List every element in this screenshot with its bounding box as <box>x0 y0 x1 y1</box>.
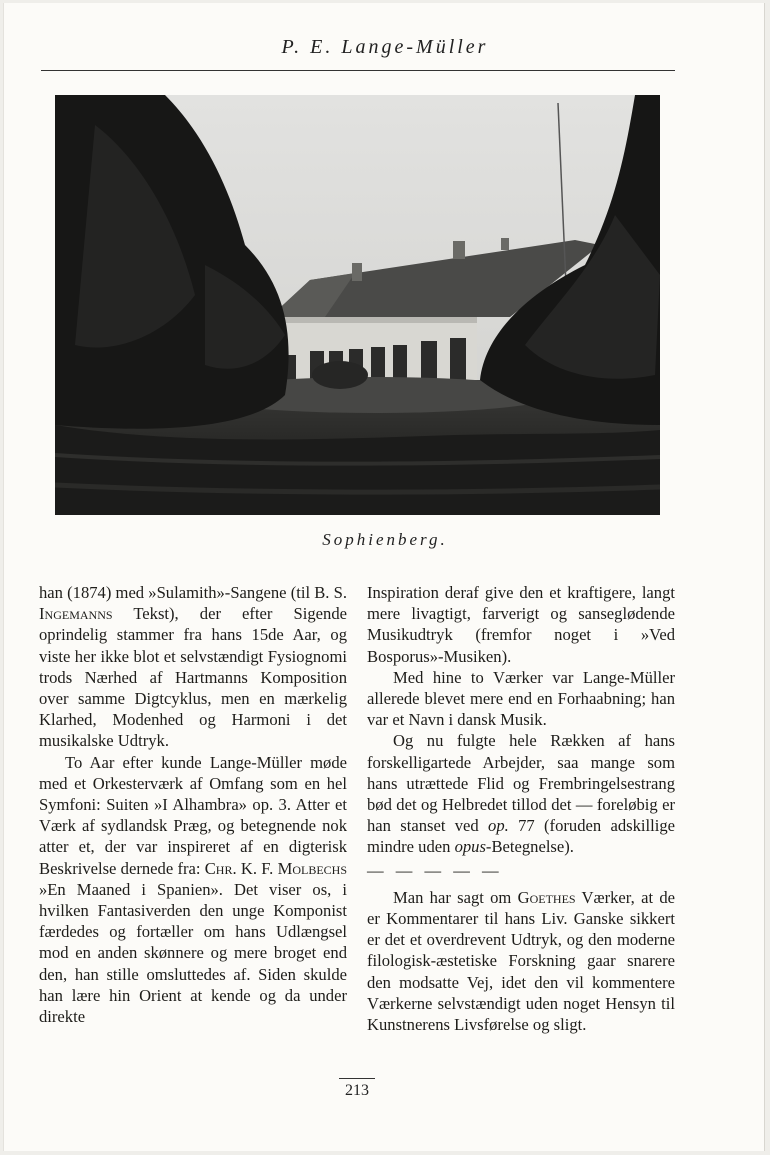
paragraph: Man har sagt om Goethes Værker, at de er Kommentarer til hans Liv. Ganske sikkert er det et overdrevent Udtryk, og den moderne filologisk-æstetiske Forskning gaar snarere den modsatte Vej, idet den vil kommentere Værkerne selvstændigt uden noget Hensyn til Kunstnerens Livsførelse og sligt. <box>367 887 675 1035</box>
name-molbechs: Chr. K. F. Molbechs <box>204 858 347 878</box>
paragraph: Inspiration deraf give den et kraftigere, langt mere livagtigt, farverigt og sanseglødende Musikudtryk (fremfor noget i »Ved Bosporus»-Musiken). <box>367 583 675 666</box>
window <box>371 347 385 381</box>
text-column-left <box>39 582 347 1027</box>
paragraph: Med hine to Værker var Lange-Müller allerede blevet mere end en Forhaabning; han var et Navn i dansk Musik. <box>367 667 675 730</box>
text-column-right <box>367 582 675 1035</box>
bush <box>312 361 368 389</box>
chimney <box>352 263 362 281</box>
window <box>421 341 437 381</box>
page-number: 213 <box>345 1082 369 1099</box>
paragraph: To Aar efter kunde Lange-Müller møde med et Orkesterværk af Omfang som en hel Symfoni: Suiten »I Alhambra» op. 3. Atter et Værk af sydlandsk Præg, og betegnende nok atter et, der var inspireret af en digterisk Beskrivelse dernede fra: Chr. K. F. Molbechs »En Maaned i Spanien». Det viser os, i hvilken Fantasiverden den unge Komponist færdedes og fortæller om hans Udlængsel mod en anden skønnere og mere broget end den, han stille omsluttedes af. Siden skulde han lære hin Orient at kende og da under direkte <box>39 752 347 1027</box>
window <box>393 345 407 381</box>
name-goethes: Goethes <box>517 887 576 907</box>
figure-caption: Sophienberg. <box>322 530 448 549</box>
chimney <box>501 238 509 250</box>
photograph-sophienberg <box>55 95 660 515</box>
paragraph: Og nu fulgte hele Rækken af hans forskelligartede Arbejder, saa mange som hans utrættede Flid og Frembringelsestrang bød det og Helbredet tillod det — foreløbig er han stanset ved op. 77 (foruden adskillige mindre uden opus-Betegnelse). <box>367 731 675 857</box>
header-rule <box>41 70 675 71</box>
running-header: P. E. Lange-Müller <box>281 36 489 58</box>
chimney <box>453 241 465 259</box>
section-separator: — — — — — <box>367 860 503 880</box>
name-ingemanns: Ingemanns <box>39 604 113 624</box>
footer-rule <box>339 1078 375 1079</box>
window <box>450 338 466 381</box>
paragraph: han (1874) med »Sulamith»-Sangene (til B. S. Ingemanns Tekst), der efter Sigende oprindelig stammer fra hans 15de Aar, og viste her ikke blot et selvstændigt Fysiognomi trods Nærhed af Hartmanns Komposition over samme Digtcyklus, men en mærkelig Klarhed, Modenhed og Harmoni i det musikalske Udtryk. <box>39 583 347 751</box>
